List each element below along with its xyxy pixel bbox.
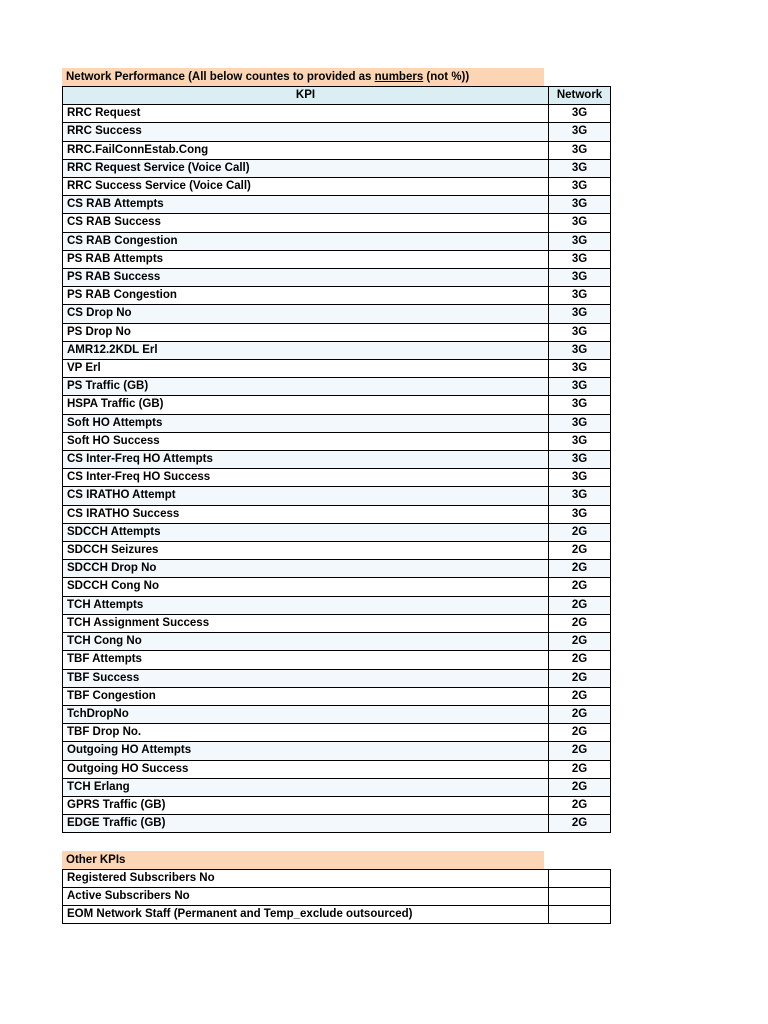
network-cell[interactable]: 3G (549, 378, 611, 396)
network-cell[interactable]: 2G (549, 724, 611, 742)
other-value-cell[interactable] (549, 888, 611, 906)
kpi-cell[interactable]: Soft HO Attempts (63, 414, 549, 432)
kpi-cell[interactable]: RRC Success Service (Voice Call) (63, 178, 549, 196)
network-cell[interactable]: 3G (549, 451, 611, 469)
other-kpis-title: Other KPIs (62, 851, 544, 869)
network-cell[interactable]: 3G (549, 232, 611, 250)
kpi-cell[interactable]: EDGE Traffic (GB) (63, 815, 549, 833)
table-row (63, 305, 611, 323)
network-cell[interactable]: 3G (549, 250, 611, 268)
kpi-cell[interactable]: CS RAB Congestion (63, 232, 549, 250)
network-cell[interactable]: 2G (549, 633, 611, 651)
kpi-cell[interactable]: PS RAB Attempts (63, 250, 549, 268)
kpi-cell[interactable]: VP Erl (63, 360, 549, 378)
kpi-cell[interactable]: CS Inter-Freq HO Success (63, 469, 549, 487)
column-header-kpi[interactable]: KPI (63, 87, 549, 105)
kpi-cell[interactable]: TchDropNo (63, 705, 549, 723)
kpi-cell[interactable]: SDCCH Drop No (63, 560, 549, 578)
table-row (63, 141, 611, 159)
network-cell[interactable]: 3G (549, 323, 611, 341)
kpi-cell[interactable]: RRC Success (63, 123, 549, 141)
network-cell[interactable]: 2G (549, 651, 611, 669)
kpi-cell[interactable]: CS IRATHO Success (63, 505, 549, 523)
network-cell[interactable]: 2G (549, 687, 611, 705)
table-row (63, 505, 611, 523)
table-row (63, 888, 611, 906)
network-cell[interactable]: 3G (549, 505, 611, 523)
kpi-cell[interactable]: SDCCH Cong No (63, 578, 549, 596)
network-cell[interactable]: 3G (549, 141, 611, 159)
kpi-cell[interactable]: PS Drop No (63, 323, 549, 341)
kpi-cell[interactable]: SDCCH Seizures (63, 542, 549, 560)
table-row (63, 378, 611, 396)
table-row (63, 159, 611, 177)
other-kpi-table (62, 869, 611, 924)
other-kpi-cell[interactable]: Registered Subscribers No (63, 870, 549, 888)
title-prefix: Network Performance (All below countes to provided as (66, 71, 375, 83)
table-row (63, 414, 611, 432)
kpi-cell[interactable]: CS Inter-Freq HO Attempts (63, 451, 549, 469)
kpi-cell[interactable]: TBF Congestion (63, 687, 549, 705)
network-cell[interactable]: 3G (549, 269, 611, 287)
kpi-cell[interactable]: RRC.FailConnEstab.Cong (63, 141, 549, 159)
network-cell[interactable]: 3G (549, 469, 611, 487)
network-performance-title (62, 68, 544, 86)
table-row (63, 614, 611, 632)
table-row (63, 432, 611, 450)
column-header-network[interactable]: Network (549, 87, 611, 105)
table-row (63, 724, 611, 742)
network-cell[interactable]: 3G (549, 305, 611, 323)
table-row (63, 796, 611, 814)
title-suffix: (not %)) (423, 71, 470, 83)
kpi-cell[interactable]: PS Traffic (GB) (63, 378, 549, 396)
kpi-cell[interactable]: Soft HO Success (63, 432, 549, 450)
network-cell[interactable]: 3G (549, 360, 611, 378)
title-underlined: numbers (374, 71, 424, 83)
kpi-cell[interactable]: CS Drop No (63, 305, 549, 323)
table-row (63, 560, 611, 578)
table-row (63, 232, 611, 250)
other-kpi-cell[interactable]: Active Subscribers No (63, 888, 549, 906)
other-value-cell[interactable] (549, 870, 611, 888)
table-row (63, 178, 611, 196)
table-row (63, 323, 611, 341)
table-row (63, 870, 611, 888)
network-cell[interactable]: 2G (549, 815, 611, 833)
network-cell[interactable]: 2G (549, 578, 611, 596)
table-row (63, 487, 611, 505)
kpi-cell[interactable]: Outgoing HO Attempts (63, 742, 549, 760)
network-cell[interactable]: 2G (549, 705, 611, 723)
kpi-cell[interactable]: TBF Attempts (63, 651, 549, 669)
table-row (63, 360, 611, 378)
kpi-cell[interactable]: TCH Assignment Success (63, 614, 549, 632)
network-cell[interactable]: 2G (549, 560, 611, 578)
table-row (63, 123, 611, 141)
table-row (63, 705, 611, 723)
table-row (63, 105, 611, 123)
other-kpi-cell[interactable]: EOM Network Staff (Permanent and Temp_exclude outsourced) (63, 906, 549, 924)
network-cell[interactable]: 3G (549, 396, 611, 414)
table-row (63, 687, 611, 705)
network-cell[interactable]: 2G (549, 796, 611, 814)
table-row (63, 250, 611, 268)
network-cell[interactable]: 2G (549, 742, 611, 760)
table-row (63, 341, 611, 359)
kpi-cell[interactable]: TBF Drop No. (63, 724, 549, 742)
kpi-cell[interactable]: TCH Attempts (63, 596, 549, 614)
table-row (63, 523, 611, 541)
kpi-cell[interactable]: CS RAB Attempts (63, 196, 549, 214)
network-cell[interactable]: 3G (549, 432, 611, 450)
kpi-cell[interactable]: TBF Success (63, 669, 549, 687)
table-row (63, 542, 611, 560)
table-row (63, 451, 611, 469)
network-cell[interactable]: 2G (549, 523, 611, 541)
table-row (63, 196, 611, 214)
table-row (63, 815, 611, 833)
table-row (63, 651, 611, 669)
table-row (63, 214, 611, 232)
table-row (63, 578, 611, 596)
kpi-cell[interactable]: CS RAB Success (63, 214, 549, 232)
network-cell[interactable]: 3G (549, 287, 611, 305)
kpi-cell[interactable]: TCH Cong No (63, 633, 549, 651)
network-cell[interactable]: 3G (549, 341, 611, 359)
spreadsheet (62, 68, 610, 924)
network-kpi-table (62, 86, 611, 833)
kpi-cell[interactable]: PS RAB Success (63, 269, 549, 287)
table-row (63, 269, 611, 287)
kpi-cell[interactable]: Outgoing HO Success (63, 760, 549, 778)
network-cell[interactable]: 2G (549, 669, 611, 687)
network-cell[interactable]: 2G (549, 778, 611, 796)
table-row (63, 669, 611, 687)
table-row (63, 633, 611, 651)
network-cell[interactable]: 3G (549, 178, 611, 196)
table-row (63, 469, 611, 487)
network-cell[interactable]: 2G (549, 542, 611, 560)
kpi-cell[interactable]: GPRS Traffic (GB) (63, 796, 549, 814)
network-cell[interactable]: 3G (549, 105, 611, 123)
table-row (63, 906, 611, 924)
kpi-cell[interactable]: TCH Erlang (63, 778, 549, 796)
network-cell[interactable]: 3G (549, 487, 611, 505)
table-row (63, 396, 611, 414)
network-cell[interactable]: 2G (549, 614, 611, 632)
table-header-row (63, 87, 611, 105)
kpi-cell[interactable]: SDCCH Attempts (63, 523, 549, 541)
kpi-cell[interactable]: PS RAB Congestion (63, 287, 549, 305)
table-row (63, 287, 611, 305)
other-value-cell[interactable] (549, 906, 611, 924)
table-row (63, 760, 611, 778)
network-cell[interactable]: 2G (549, 760, 611, 778)
table-row (63, 742, 611, 760)
network-cell[interactable]: 2G (549, 596, 611, 614)
network-cell[interactable]: 3G (549, 196, 611, 214)
kpi-cell[interactable]: HSPA Traffic (GB) (63, 396, 549, 414)
kpi-cell[interactable]: RRC Request (63, 105, 549, 123)
kpi-cell[interactable]: AMR12.2KDL Erl (63, 341, 549, 359)
kpi-cell[interactable]: RRC Request Service (Voice Call) (63, 159, 549, 177)
table-row (63, 596, 611, 614)
network-cell[interactable]: 3G (549, 159, 611, 177)
table-row (63, 778, 611, 796)
network-cell[interactable]: 3G (549, 214, 611, 232)
kpi-cell[interactable]: CS IRATHO Attempt (63, 487, 549, 505)
network-cell[interactable]: 3G (549, 414, 611, 432)
network-cell[interactable]: 3G (549, 123, 611, 141)
